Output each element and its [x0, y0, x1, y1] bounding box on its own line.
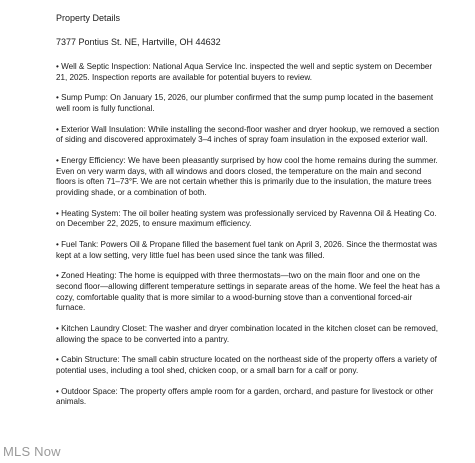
detail-item [56, 387, 440, 408]
detail-item [56, 209, 440, 230]
bullet-icon: • [56, 324, 62, 333]
detail-label: Heating System: [61, 208, 121, 218]
bullet-icon: • [56, 355, 62, 365]
detail-item [56, 271, 440, 313]
document-title: Property Details [56, 13, 121, 23]
detail-label: Exterior Wall Insulation: [61, 124, 146, 134]
detail-text: The small cabin structure located on the northeast side of the property offers a variety of potential uses, including a tool shed, chicken coop, or a small barn for a calf or pony. [56, 355, 437, 375]
property-details-document [56, 13, 440, 418]
detail-item [56, 93, 440, 114]
bullet-icon: • [56, 124, 62, 134]
detail-item [56, 62, 440, 83]
bullet-icon: • [56, 240, 62, 250]
detail-label: Fuel Tank: [61, 240, 99, 250]
detail-text: The property offers ample room for a garden, orchard, and pasture for livestock or other animals. [56, 386, 434, 407]
detail-item [56, 156, 440, 198]
detail-label: Energy Efficiency: [61, 156, 126, 166]
bullet-icon: • [56, 93, 62, 103]
bullet-icon: • [56, 208, 62, 218]
detail-label: Outdoor Space: [61, 386, 118, 396]
detail-item [56, 240, 440, 261]
detail-text: While installing the second-floor washer and dryer hookup, we removed a section of siding and discovered approximately 3–4 inches of spray foam insulation in the exposed exterior wall. [56, 124, 440, 145]
detail-label: Kitchen Laundry Closet: [61, 324, 148, 333]
detail-item [56, 355, 440, 376]
detail-text: The oil boiler heating system was professionally serviced by Ravenna Oil & Heating Co. on December 22, 2025, to ensure maximum efficiency. [56, 208, 437, 229]
detail-label: Sump Pump: [61, 93, 108, 103]
detail-text: The home is equipped with three thermostats—two on the main floor and one on the second floor—allowing different temperature settings in separate areas of the home. We feel the heat has a cozy, comfortable quality that is more similar to a wood-burning stove than a conventional forced-air furnace. [56, 271, 440, 313]
detail-label: Zoned Heating: [61, 271, 117, 281]
bullet-icon: • [56, 156, 62, 166]
detail-item [56, 324, 440, 345]
bullet-icon: • [56, 62, 62, 71]
bullet-icon: • [56, 386, 62, 396]
detail-text: The washer and dryer combination located in the kitchen closet can be removed, allowing the space to be converted into a pantry. [56, 324, 438, 344]
detail-text: We have been pleasantly surprised by how cool the home remains during the summer. Even on very warm days, with all windows and doors closed, the temperature on the main and second floors is often 71–73°F. We are not certain whether this is primarily due to the insulation, the mature trees providing shade, or a combination of both. [56, 156, 438, 197]
detail-text: On January 15, 2026, our plumber confirmed that the sump pump located in the basement well room is fully functional. [56, 93, 434, 113]
property-address: 7377 Pontius St. NE, Hartville, OH 44632 [56, 37, 221, 47]
bullet-icon: • [56, 271, 62, 281]
detail-label: Well & Septic Inspection: [61, 62, 151, 71]
detail-item [56, 125, 440, 146]
mls-now-watermark: MLS Now [3, 444, 61, 459]
detail-text: Powers Oil & Propane filled the basement fuel tank on April 3, 2026. Since the thermostat was kept at a low setting, very little fuel has been used since the tank was filled. [56, 240, 438, 260]
detail-label: Cabin Structure: [61, 355, 120, 365]
detail-text: National Aqua Service Inc. inspected the well and septic system on December 21, 2025. Inspection reports are available for potential buyers to review. [56, 62, 433, 82]
details-list [56, 62, 440, 408]
